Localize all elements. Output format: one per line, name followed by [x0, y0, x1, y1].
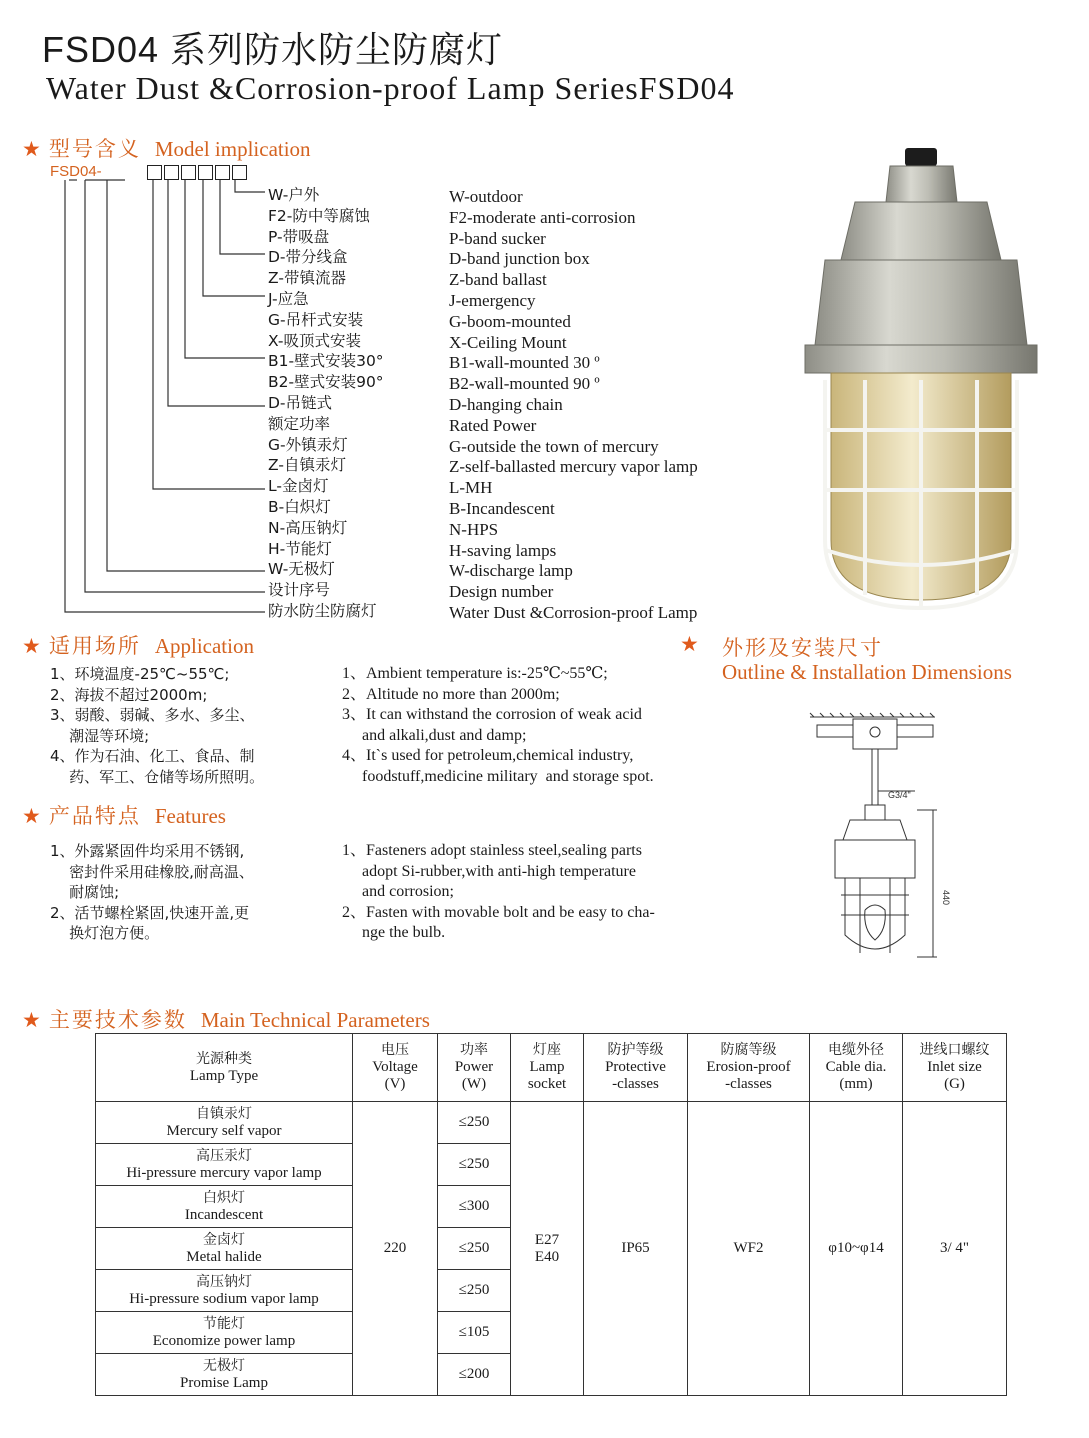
list-item: D-hanging chain	[449, 394, 563, 414]
list-item: D-band junction box	[449, 249, 590, 269]
model-items-cn	[268, 185, 384, 622]
list-item: W-outdoor	[449, 187, 523, 206]
list-item: Design number	[449, 582, 554, 602]
list-item: 4、作为石油、化工、食品、制	[50, 747, 255, 766]
list-item: 耐腐蚀;	[50, 883, 120, 902]
list-item: 换灯泡方便。	[50, 924, 160, 943]
section-application	[22, 630, 254, 660]
section-params-en: Main Technical Parameters	[200, 1008, 430, 1032]
header-cable: 电缆外径 Cable dia. (mm)	[810, 1034, 903, 1102]
list-item: and alkali,dust and damp;	[342, 726, 527, 744]
thread-label: G3/4"	[888, 790, 911, 800]
list-item: W-户外	[268, 186, 320, 204]
header-socket: 灯座 Lamp socket	[511, 1034, 584, 1102]
list-item: 药、军工、仓储等场所照明。	[50, 767, 265, 786]
list-item: H-saving lamps	[449, 540, 557, 560]
power-cell: ≤200	[438, 1354, 511, 1396]
list-item: Z-self-ballasted mercury vapor lamp	[449, 457, 698, 477]
section-application-en: Application	[154, 634, 254, 658]
list-item: P-带吸盘	[268, 227, 330, 246]
section-features-en: Features	[154, 804, 226, 828]
list-item: 3、It can withstand the corrosion of weak acid	[342, 706, 642, 724]
list-item: G-boom-mounted	[449, 311, 571, 331]
list-item: 2、海拔不超过2000m;	[50, 685, 208, 704]
list-item: 潮湿等环境;	[50, 726, 150, 745]
power-cell: ≤250	[438, 1270, 511, 1312]
list-item: J-应急	[268, 289, 309, 308]
list-item: P-band sucker	[449, 228, 546, 248]
cable-cell: φ10~φ14	[810, 1102, 903, 1396]
section-params-cn: 主要技术参数	[48, 1008, 187, 1032]
list-item: 2、活节螺栓紧固,快速开盖,更	[50, 903, 250, 922]
model-bracket-diagram	[55, 176, 270, 621]
list-item: G-外镇汞灯	[268, 435, 348, 454]
lamp-type-cell: 节能灯 Economize power lamp	[96, 1312, 353, 1354]
list-item: G-outside the town of mercury	[449, 436, 659, 456]
lamp-type-cell: 高压钠灯 Hi-pressure sodium vapor lamp	[96, 1270, 353, 1312]
list-item: nge the bulb.	[342, 924, 446, 942]
table-header-row	[96, 1034, 1007, 1102]
list-item: X-Ceiling Mount	[449, 332, 567, 352]
star-icon: ★	[22, 1008, 41, 1032]
lamp-type-cell: 自镇汞灯 Mercury self vapor	[96, 1102, 353, 1144]
power-cell: ≤250	[438, 1144, 511, 1186]
list-item: N-高压钠灯	[268, 518, 348, 537]
list-item: 密封件采用硅橡胶,耐高温、	[50, 862, 254, 881]
erosion-cell: WF2	[688, 1102, 810, 1396]
features-list-cn	[50, 841, 254, 944]
list-item: L-MH	[449, 478, 493, 498]
power-cell: ≤250	[438, 1228, 511, 1270]
list-item: adopt Si-rubber,with anti-high temperature	[342, 862, 636, 880]
params-table	[95, 1033, 1007, 1396]
lamp-type-cell: 金卤灯 Metal halide	[96, 1228, 353, 1270]
list-item: B-白炽灯	[268, 497, 331, 516]
list-item: B1-wall-mounted 30 º	[449, 353, 600, 373]
section-application-cn: 适用场所	[48, 634, 141, 658]
outline-star	[680, 632, 707, 657]
list-item: 防水防尘防腐灯	[268, 601, 377, 620]
list-item: B-Incandescent	[449, 498, 555, 518]
list-item: F2-moderate anti-corrosion	[449, 207, 636, 227]
model-code: FSD04-	[50, 163, 102, 180]
section-model-en: Model implication	[154, 137, 311, 161]
application-list-en	[342, 664, 654, 788]
list-item: G-吊杆式安装	[268, 310, 364, 329]
lamp-type-cell: 白炽灯 Incandescent	[96, 1186, 353, 1228]
section-model	[22, 133, 311, 163]
socket-cell: E27 E40	[511, 1102, 584, 1396]
list-item: 1、外露紧固件均采用不锈钢,	[50, 842, 245, 860]
list-item: and corrosion;	[342, 883, 454, 901]
list-item: 2、Fasten with movable bolt and be easy to cha-	[342, 903, 655, 921]
page-title-en: Water Dust &Corrosion-proof Lamp SeriesFSD04	[46, 70, 735, 106]
section-features	[22, 800, 226, 830]
list-item: B2-wall-mounted 90 º	[449, 374, 600, 394]
section-features-cn: 产品特点	[48, 804, 141, 828]
header-lamp-type: 光源种类 Lamp Type	[96, 1034, 353, 1102]
list-item: 额定功率	[268, 414, 331, 433]
header-erosion: 防腐等级 Erosion-proof -classes	[688, 1034, 810, 1102]
list-item: Z-band ballast	[449, 270, 547, 290]
list-item: W-discharge lamp	[449, 561, 573, 581]
list-item: N-HPS	[449, 519, 499, 539]
list-item: 1、Fasteners adopt stainless steel,sealing parts	[342, 842, 642, 859]
list-item: 2、Altitude no more than 2000m;	[342, 685, 560, 703]
list-item: W-无极灯	[268, 560, 335, 579]
height-label: 440	[941, 890, 951, 906]
list-item: 3、弱酸、弱碱、多水、多尘、	[50, 706, 255, 725]
list-item: B2-壁式安装90°	[268, 373, 384, 392]
list-item: J-emergency	[449, 290, 536, 310]
list-item: X-吸顶式安装	[268, 331, 361, 350]
list-item: B1-壁式安装30°	[268, 352, 384, 371]
model-items-en	[449, 187, 698, 624]
section-outline-cn: 外形及安装尺寸	[722, 636, 883, 660]
list-item: 1、Ambient temperature is:-25℃~55℃;	[342, 665, 608, 682]
lamp-product-image	[795, 140, 1045, 630]
star-icon: ★	[22, 804, 41, 828]
section-outline-en: Outline & Installation Dimensions	[722, 660, 1012, 684]
installation-dimension-drawing	[805, 705, 965, 965]
lamp-type-cell: 高压汞灯 Hi-pressure mercury vapor lamp	[96, 1144, 353, 1186]
section-model-cn: 型号含义	[48, 137, 141, 161]
list-item: Z-带镇流器	[268, 269, 346, 288]
star-icon: ★	[680, 632, 699, 656]
header-inlet: 进线口螺纹 Inlet size (G)	[903, 1034, 1007, 1102]
protective-cell: IP65	[584, 1102, 688, 1396]
list-item: foodstuff,medicine military and storage spot.	[342, 767, 654, 785]
table-row	[96, 1102, 1007, 1144]
list-item: D-吊链式	[268, 393, 333, 412]
list-item: 设计序号	[268, 581, 331, 600]
header-protective: 防护等级 Protective -classes	[584, 1034, 688, 1102]
list-item: Rated Power	[449, 415, 537, 435]
list-item: 1、环境温度-25℃~55℃;	[50, 665, 230, 683]
page-title-cn: FSD04 系列防水防尘防腐灯	[42, 29, 504, 70]
list-item: D-带分线盒	[268, 248, 348, 267]
features-list-en	[342, 841, 655, 944]
lamp-type-cell: 无极灯 Promise Lamp	[96, 1354, 353, 1396]
star-icon: ★	[22, 137, 41, 161]
power-cell: ≤300	[438, 1186, 511, 1228]
section-params	[22, 1004, 430, 1034]
list-item: Water Dust &Corrosion-proof Lamp	[449, 602, 698, 622]
header-power: 功率 Power (W)	[438, 1034, 511, 1102]
application-list-cn	[50, 664, 264, 788]
list-item: H-节能灯	[268, 539, 332, 558]
list-item: F2-防中等腐蚀	[268, 206, 370, 225]
power-cell: ≤105	[438, 1312, 511, 1354]
voltage-cell: 220	[353, 1102, 438, 1396]
list-item: 4、It`s used for petroleum,chemical industry,	[342, 747, 634, 765]
inlet-cell: 3/ 4"	[903, 1102, 1007, 1396]
list-item: L-金卤灯	[268, 477, 329, 496]
power-cell: ≤250	[438, 1102, 511, 1144]
star-icon: ★	[22, 634, 41, 658]
header-voltage: 电压 Voltage (V)	[353, 1034, 438, 1102]
list-item: Z-自镇汞灯	[268, 456, 346, 475]
